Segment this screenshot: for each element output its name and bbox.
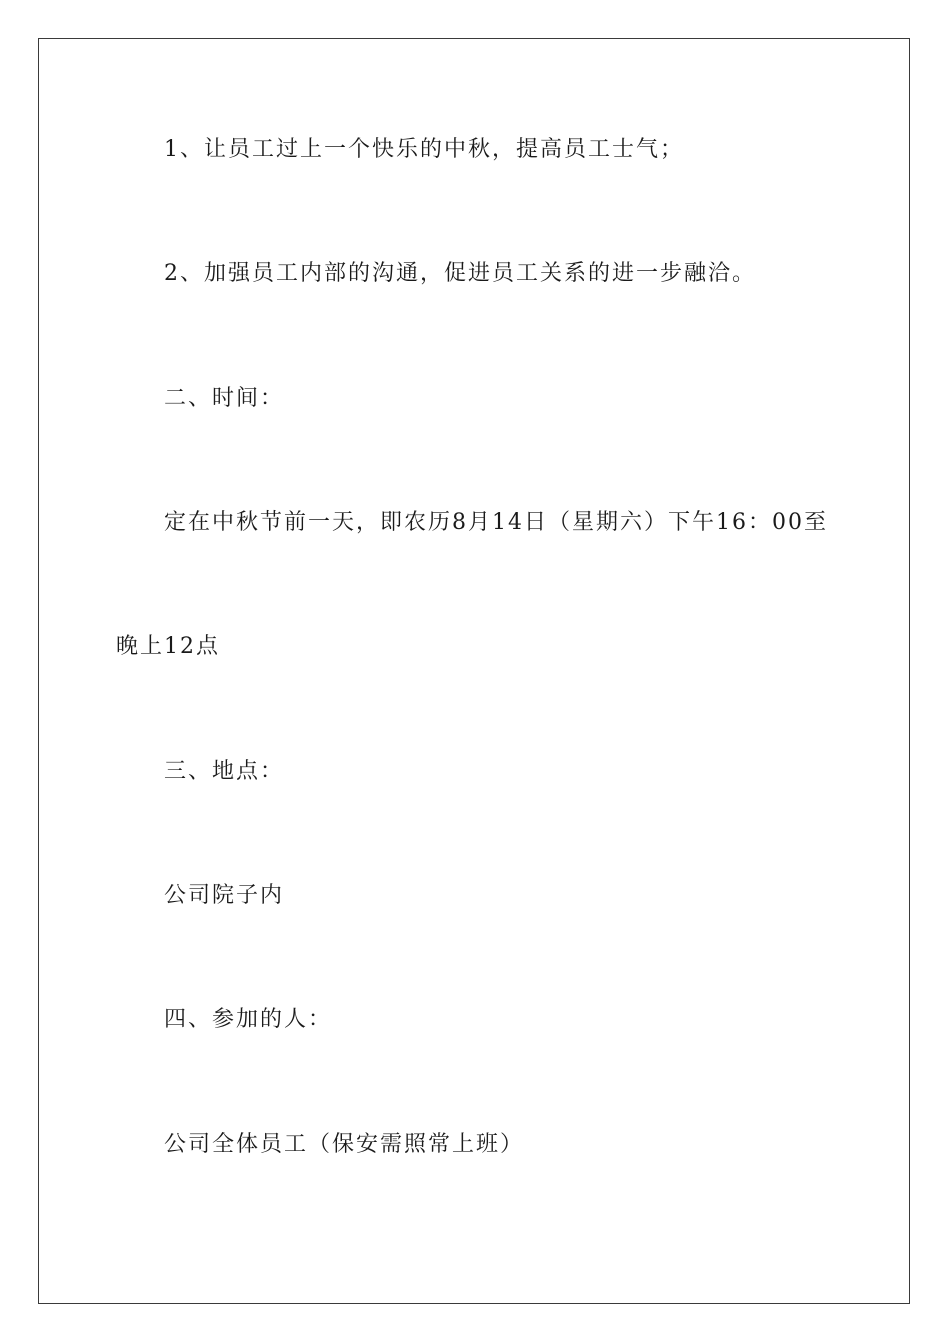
paragraph-time: 定在中秋节前一天，即农历8月14日（星期六）下午16：00至	[164, 510, 828, 535]
paragraph-objective-1: 1、让员工过上一个快乐的中秋，提高员工士气；	[164, 137, 684, 162]
heading-time: 二、时间：	[164, 386, 285, 411]
paragraph-participants: 公司全体员工（保安需照常上班）	[164, 1132, 525, 1157]
heading-participants: 四、参加的人：	[164, 1007, 333, 1032]
page-border	[38, 38, 910, 1304]
paragraph-objective-2: 2、加强员工内部的沟通，促进员工关系的进一步融洽。	[164, 261, 756, 286]
paragraph-time-continued: 晚上12点	[116, 634, 220, 659]
paragraph-location: 公司院子内	[164, 883, 285, 908]
heading-location: 三、地点：	[164, 759, 285, 784]
